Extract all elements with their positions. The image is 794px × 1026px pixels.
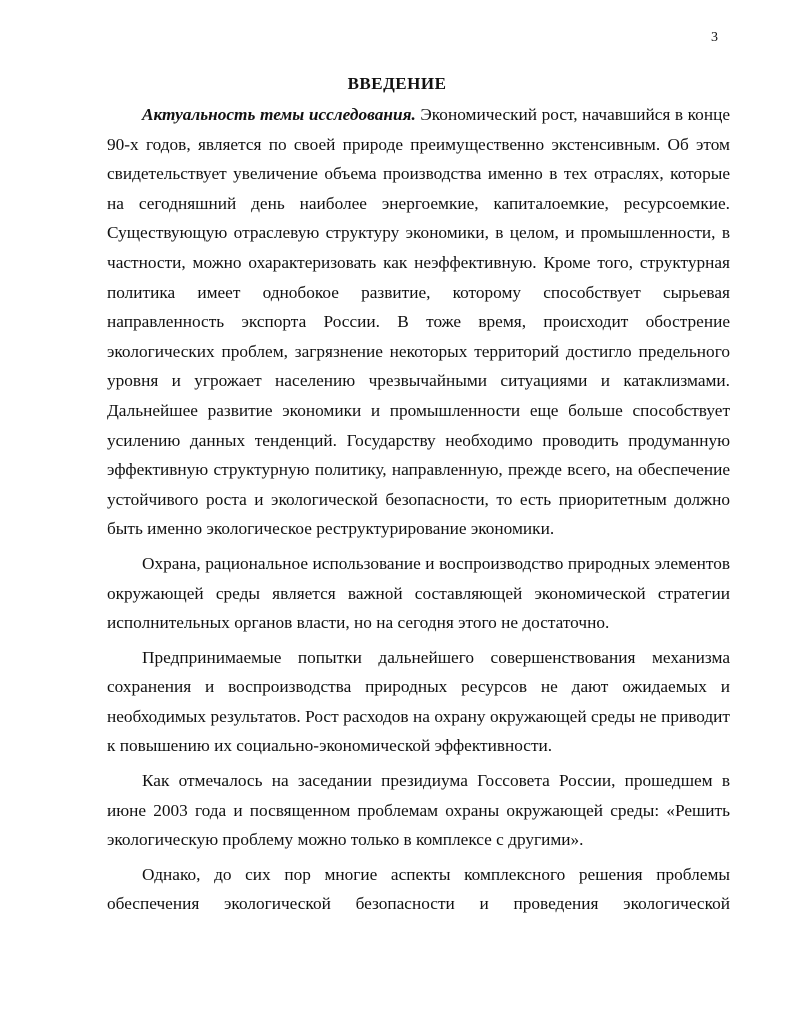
page-heading: ВВЕДЕНИЕ <box>347 74 447 93</box>
paragraph-lead: Актуальность темы исследования. <box>142 105 416 124</box>
page-number: 3 <box>711 30 718 45</box>
paragraph-protection: Охрана, рациональное использование и воспроизводство природных элементов окружающей среды является важной составляющей экономической стратегии исполнительных органов власти, но на сегодня этого не достаточно. <box>107 553 730 633</box>
paragraph-attempts: Предпринимаемые попытки дальнейшего совершенствования механизма сохранения и воспроизводства природных ресурсов не дают ожидаемых и необходимых результатов. Рост расходов на охрану окружающей среды не приводит к повышению их социально-экономической эффективности. <box>107 647 730 756</box>
document-body <box>107 100 730 919</box>
paragraph-however: Однако, до сих пор многие аспекты комплексного решения проблемы обеспечения экологической безопасности и проведения экологической <box>107 864 730 914</box>
paragraph-relevance <box>107 100 730 544</box>
paragraph-text: Экономический рост, начавшийся в конце 90-х годов, является по своей природе преимущественно экстенсивным. Об этом свидетельствует увеличение объема производства именно в тех отраслях, которые на сегодняшний день наиболее энергоемкие, капиталоемкие, ресурсоемкие. Существующую отраслевую структуру экономики, в целом, и промышленности, в частности, можно охарактеризовать как неэффективную. Кроме того, структурная политика имеет однобокое развитие, которому способствует сырьевая направленность экспорта России. В тоже время, происходит обострение экологических проблем, загрязнение некоторых территорий достигло предельного уровня и угрожает населению чрезвычайными ситуациями и катаклизмами. Дальнейшее развитие экономики и промышленности еще больше способствует усилению данных тенденций. Государству необходимо проводить продуманную эффективную структурную политику, направленную, прежде всего, на обеспечение устойчивого роста и экологической безопасности, то есть приоритетным должно быть именно экологическое реструктурирование экономики. <box>107 105 730 539</box>
paragraph-gossovet: Как отмечалось на заседании президиума Госсовета России, прошедшем в июне 2003 года и посвященном проблемам охраны окружающей среды: «Решить экологическую проблему можно только в комплексе с другими». <box>107 771 730 850</box>
